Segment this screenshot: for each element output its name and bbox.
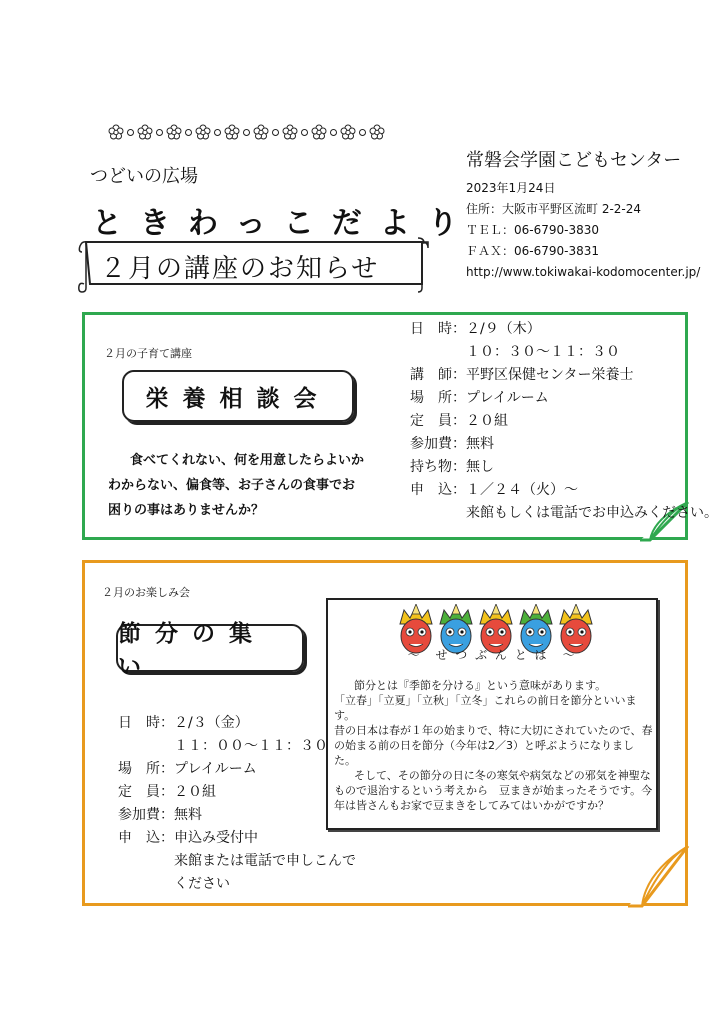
detail-key bbox=[410, 502, 466, 525]
detail-value: 無料 bbox=[466, 436, 494, 452]
dot-icon bbox=[272, 129, 279, 136]
flower-icon bbox=[108, 124, 124, 140]
detail-row bbox=[118, 873, 356, 896]
flower-icon bbox=[253, 124, 269, 140]
detail-key: 日 時： bbox=[118, 715, 174, 731]
detail-key bbox=[118, 873, 174, 896]
detail-value: 申込み受付中 bbox=[174, 830, 258, 846]
dot-icon bbox=[214, 129, 221, 136]
detail-row bbox=[410, 318, 718, 341]
detail-value: 来館もしくは電話でお申込みください。 bbox=[466, 505, 718, 521]
flower-icon bbox=[311, 124, 327, 140]
detail-value: １０：３０～１１：３０ bbox=[466, 344, 620, 360]
description-line: わからない、偏食等、お子さんの食事でお bbox=[108, 478, 356, 493]
detail-row bbox=[410, 456, 718, 479]
dot-icon bbox=[156, 129, 163, 136]
detail-row bbox=[410, 479, 718, 502]
setsubun-explanation bbox=[326, 598, 658, 830]
detail-value: １／２４（火）～ bbox=[466, 482, 578, 498]
flower-icon bbox=[224, 124, 240, 140]
detail-key: 日 時： bbox=[410, 321, 466, 337]
detail-value: ２/９（木） bbox=[466, 321, 541, 337]
detail-value: １１：００～１１：３０ bbox=[174, 738, 328, 754]
org-info bbox=[466, 178, 700, 283]
flower-icon bbox=[195, 124, 211, 140]
detail-key: 申 込： bbox=[118, 830, 174, 846]
tel: ＴＥＬ：06-6790-3830 bbox=[466, 223, 600, 237]
detail-key: 定 員： bbox=[410, 413, 466, 429]
flower-icon bbox=[166, 124, 182, 140]
notice-title: ２月の講座のお知らせ bbox=[100, 254, 380, 284]
detail-key: 参加費： bbox=[410, 436, 466, 452]
setsubun-paragraph: 節分とは『季節を分ける』という意味があります。 bbox=[354, 679, 607, 692]
detail-value: ください bbox=[174, 876, 230, 892]
detail-key: 参加費： bbox=[118, 807, 174, 823]
flower-garland bbox=[108, 124, 387, 140]
flower-icon bbox=[282, 124, 298, 140]
description-line: 困りの事はありませんか？ bbox=[108, 503, 265, 518]
otanoshimi-title: 節分の集い bbox=[116, 624, 304, 672]
detail-key bbox=[118, 850, 174, 873]
orange-page-curl bbox=[628, 842, 692, 910]
detail-row bbox=[410, 502, 718, 525]
setsubun-paragraph: そして、その節分の日に冬の寒気や病気などの邪気を神聖なもので退治するという考えから 豆まきが始まったそうです。今年は皆さんもお家で豆まきをしてみてはいかがですか？ bbox=[334, 769, 653, 812]
kosodate-description bbox=[108, 448, 388, 523]
detail-value: 無し bbox=[466, 459, 494, 475]
setsubun-paragraph: 昔の日本は春が１年の始まりで、特に大切にされていたので、春の始まる前の日を節分（今年は2／3）と呼ぶようになりました。 bbox=[334, 724, 653, 767]
detail-row bbox=[118, 804, 356, 827]
detail-key: 場 所： bbox=[410, 390, 466, 406]
website-url: http://www.tokiwakai-kodomocenter.jp/ bbox=[466, 265, 701, 279]
detail-key: 場 所： bbox=[118, 761, 174, 777]
otanoshimi-label: ２月のお楽しみ会 bbox=[102, 586, 190, 599]
detail-key: 持ち物： bbox=[410, 459, 466, 475]
detail-row bbox=[118, 712, 356, 735]
dot-icon bbox=[243, 129, 250, 136]
detail-row bbox=[410, 433, 718, 456]
detail-row bbox=[410, 410, 718, 433]
detail-row bbox=[410, 364, 718, 387]
address: 住所：大阪市平野区流町 2-2-24 bbox=[466, 202, 642, 216]
flower-icon bbox=[340, 124, 356, 140]
detail-row bbox=[118, 827, 356, 850]
flower-icon bbox=[369, 124, 385, 140]
subtitle: つどいの広場 bbox=[90, 166, 198, 187]
dot-icon bbox=[359, 129, 366, 136]
detail-row bbox=[118, 850, 356, 873]
flower-icon bbox=[137, 124, 153, 140]
notice-banner bbox=[78, 236, 430, 294]
issue-date: 2023年1月24日 bbox=[466, 181, 556, 195]
detail-value: 平野区保健センター栄養士 bbox=[466, 367, 634, 383]
kosodate-title: 栄養相談会 bbox=[122, 370, 354, 422]
detail-key: 講 師： bbox=[410, 367, 466, 383]
description-line: 食べてくれない、何を用意したらよいか bbox=[130, 453, 365, 468]
setsubun-heading: ～ せ つ ぶ ん と は ～ bbox=[407, 648, 577, 662]
dot-icon bbox=[301, 129, 308, 136]
detail-row bbox=[410, 341, 718, 364]
setsubun-paragraph: 「立春」「立夏」「立秋」「立冬」これらの前日を節分といいます。 bbox=[334, 694, 637, 722]
detail-row bbox=[118, 758, 356, 781]
detail-key bbox=[118, 735, 174, 758]
detail-value: ２０組 bbox=[174, 784, 216, 800]
detail-key: 定 員： bbox=[118, 784, 174, 800]
dot-icon bbox=[330, 129, 337, 136]
otanoshimi-details bbox=[118, 712, 356, 896]
detail-key bbox=[410, 341, 466, 364]
setsubun-body bbox=[334, 678, 654, 813]
dot-icon bbox=[185, 129, 192, 136]
detail-row bbox=[410, 387, 718, 410]
detail-value: ２０組 bbox=[466, 413, 508, 429]
detail-row bbox=[118, 735, 356, 758]
newsletter-title: ときわっこだより bbox=[92, 206, 476, 241]
fax: ＦＡＸ：06-6790-3831 bbox=[466, 244, 600, 258]
dot-icon bbox=[127, 129, 134, 136]
detail-value: プレイルーム bbox=[466, 390, 549, 406]
kosodate-details bbox=[410, 318, 718, 525]
detail-key: 申 込： bbox=[410, 482, 466, 498]
detail-row bbox=[118, 781, 356, 804]
org-name: 常磐会学園こどもセンター bbox=[466, 150, 682, 171]
kosodate-label: ２月の子育て講座 bbox=[104, 347, 192, 360]
detail-value: 来館または電話で申しこんで bbox=[174, 853, 356, 869]
detail-value: 無料 bbox=[174, 807, 202, 823]
detail-value: ２/３（金） bbox=[174, 715, 249, 731]
detail-value: プレイルーム bbox=[174, 761, 257, 777]
